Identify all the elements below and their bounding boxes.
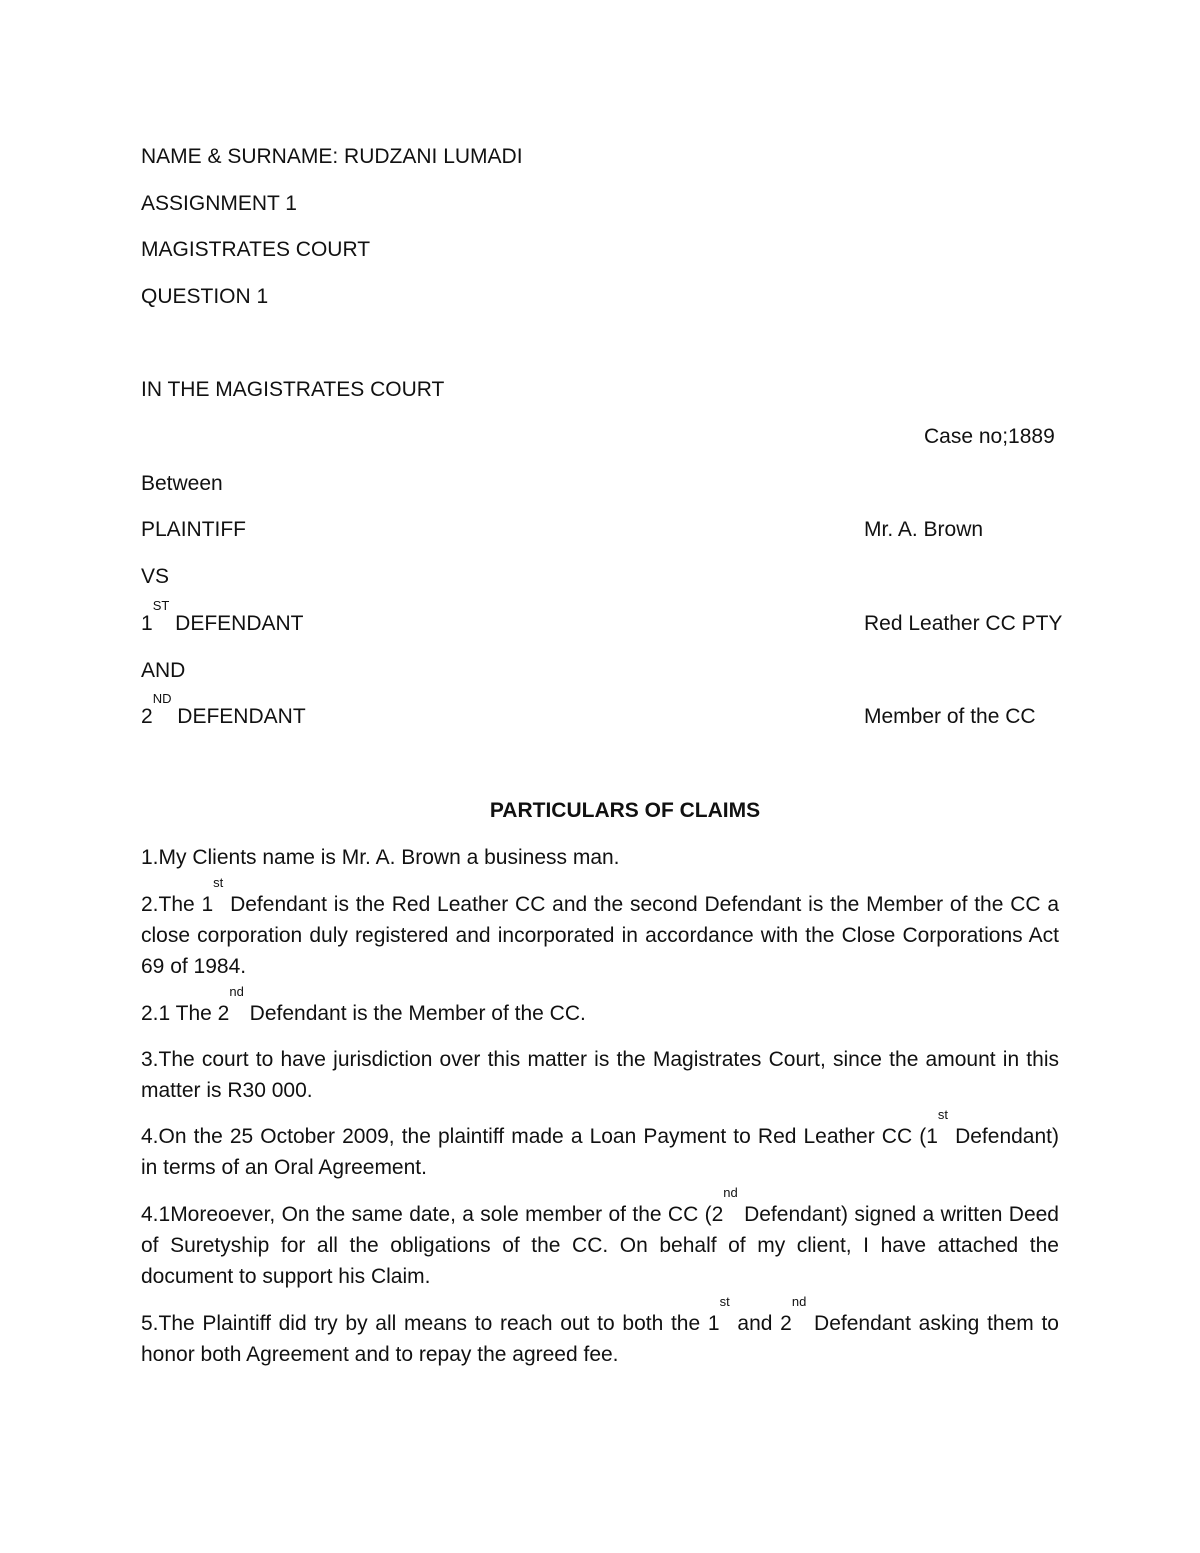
claim-paragraph-4-1: 4.1Moreoever, On the same date, a sole member of the CC (2nd Defendant) signed a written Deed of Suretyship for all the obligations of the CC. On behalf of my client, I have attached the document to support his Claim. bbox=[141, 1185, 1059, 1288]
court-title: IN THE MAGISTRATES COURT bbox=[141, 378, 445, 401]
between-label: Between bbox=[141, 472, 223, 495]
assignment-label: ASSIGNMENT 1 bbox=[141, 192, 297, 215]
plaintiff-label: PLAINTIFF bbox=[141, 518, 247, 541]
claim-paragraph-2-1: 2.1 The 2nd Defendant is the Member of the CC. bbox=[141, 984, 586, 1025]
second-defendant-name: Member of the CC bbox=[864, 705, 1036, 728]
claim-paragraph-3: 3.The court to have jurisdiction over this matter is the Magistrates Court, since the amount in this matter is R30 000. bbox=[141, 1048, 1059, 1102]
and-label: AND bbox=[141, 659, 186, 682]
claims-heading: PARTICULARS OF CLAIMS bbox=[489, 799, 761, 822]
case-number: Case no;1889 bbox=[924, 425, 1055, 448]
course-label: MAGISTRATES COURT bbox=[141, 238, 371, 261]
claim-paragraph-2: 2.The 1st Defendant is the Red Leather CC and the second Defendant is the Member of the CC a close corporation duly registered and incorporated in accordance with the Close Corporations Act 69 of 1984. bbox=[141, 875, 1059, 978]
first-defendant-name: Red Leather CC PTY bbox=[864, 612, 1063, 635]
plaintiff-name: Mr. A. Brown bbox=[864, 518, 984, 541]
question-label: QUESTION 1 bbox=[141, 285, 269, 308]
first-defendant-label: 1ST DEFENDANT bbox=[141, 598, 304, 635]
claim-paragraph-1: 1.My Clients name is Mr. A. Brown a business man. bbox=[141, 846, 620, 869]
student-name: NAME & SURNAME: RUDZANI LUMADI bbox=[141, 145, 523, 168]
claim-paragraph-5: 5.The Plaintiff did try by all means to reach out to both the 1st and 2nd Defendant asking them to honor both Agreement and to repay the agreed fee. bbox=[141, 1294, 1059, 1366]
vs-label: VS bbox=[141, 565, 170, 588]
second-defendant-label: 2ND DEFENDANT bbox=[141, 691, 306, 728]
claim-paragraph-4: 4.On the 25 October 2009, the plaintiff made a Loan Payment to Red Leather CC (1st Defendant) in terms of an Oral Agreement. bbox=[141, 1107, 1059, 1179]
